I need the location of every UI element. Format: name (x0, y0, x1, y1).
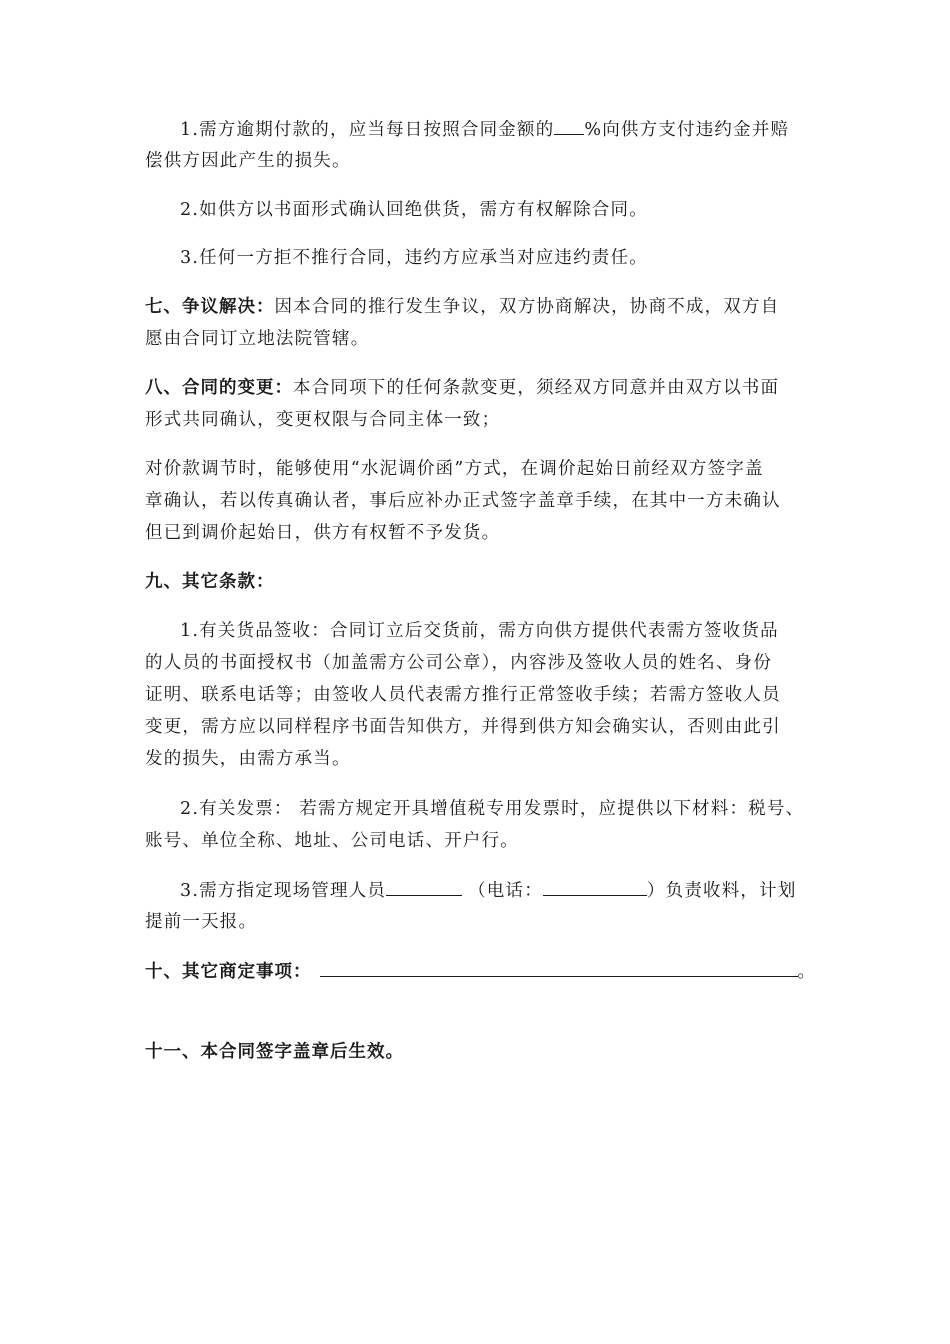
clause8-text: 本合同项下的任何条款变更，须经双方同意并由双方以书面 (293, 378, 780, 398)
clause9-item1-line2: 的人员的书面授权书（加盖需方公司公章），内容涉及签收人员的姓名、身份 (145, 653, 773, 673)
clause9-item3-text: 3.需方指定现场管理人员 (180, 881, 387, 901)
clause6-item1-text-cont: %向供方支付违约金并赔 (584, 120, 790, 140)
clause9-item2-line1: 2.有关发票： 若需方规定开具增值税专用发票时，应提供以下材料：税号、 (180, 799, 805, 819)
clause7-heading: 七、争议解决： (145, 297, 275, 317)
clause9-item1-line4: 变更，需方应以同样程序书面告知供方，并得到供方知会确实认，否则由此引 (145, 717, 781, 737)
clause6-item3: 3.任何一方拒不推行合同，违约方应承当对应违约责任。 (180, 248, 648, 268)
clause8-heading: 八、合同的变更： (145, 378, 293, 398)
clause6-item1-line2: 偿供方因此产生的损失。 (145, 151, 351, 171)
clause9-heading: 九、其它条款： (145, 572, 275, 592)
clause9-item1-line5: 发的损失，由需方承当。 (145, 749, 351, 769)
clause6-item2: 2.如供方以书面形式确认回绝供货，需方有权解除合同。 (180, 200, 648, 220)
clause6-item1-text: 1.需方逾期付款的，应当每日按照合同金额的 (180, 120, 555, 140)
clause8-line4: 章确认，若以传真确认者，事后应补办正式签字盖章手续，在其中一方未确认 (145, 491, 781, 511)
clause6-item1-line1 (180, 117, 789, 142)
other-matters-blank (320, 959, 798, 977)
clause9-item3-text-cont: ）负责收料，计划 (646, 881, 797, 901)
clause9-item3-line2: 提前一天报。 (145, 912, 258, 932)
clause10-heading: 十、其它商定事项： (145, 962, 312, 982)
penalty-rate-blank (554, 117, 584, 135)
site-manager-blank (386, 878, 462, 896)
phone-number-blank (543, 878, 647, 896)
clause8-line1 (145, 376, 779, 400)
clause10-line (145, 959, 816, 984)
clause9-item3-line1 (180, 878, 797, 903)
clause9-item3-phone-label: （电话： (468, 881, 543, 901)
clause9-item1-line1: 1.有关货品签收：合同订立后交货前，需方向供方提供代表需方签收货品 (180, 621, 779, 641)
clause9-item1-line3: 证明、联系电话等；由签收人员代表需方推行正常签收手续；若需方签收人员 (145, 685, 781, 705)
clause8-line3: 对价款调节时，能够使用“水泥调价函”方式，在调价起始日前经双方签字盖 (145, 459, 764, 479)
clause7-line1 (145, 295, 779, 319)
clause7-line2: 愿由合同订立地法院管辖。 (145, 329, 370, 349)
clause8-line2: 形式共同确认，变更权限与合同主体一致； (145, 410, 501, 430)
clause7-text: 因本合同的推行发生争议，双方协商解决，协商不成，双方自 (274, 297, 780, 317)
clause8-line5: 但已到调价起始日，供方有权暂不予发货。 (145, 523, 501, 543)
clause9-item2-line2: 账号、单位全称、地址、公司电话、开户行。 (145, 831, 519, 851)
clause11-heading: 十一、本合同签字盖章后生效。 (145, 1042, 404, 1062)
clause10-end: 。 (797, 962, 817, 982)
